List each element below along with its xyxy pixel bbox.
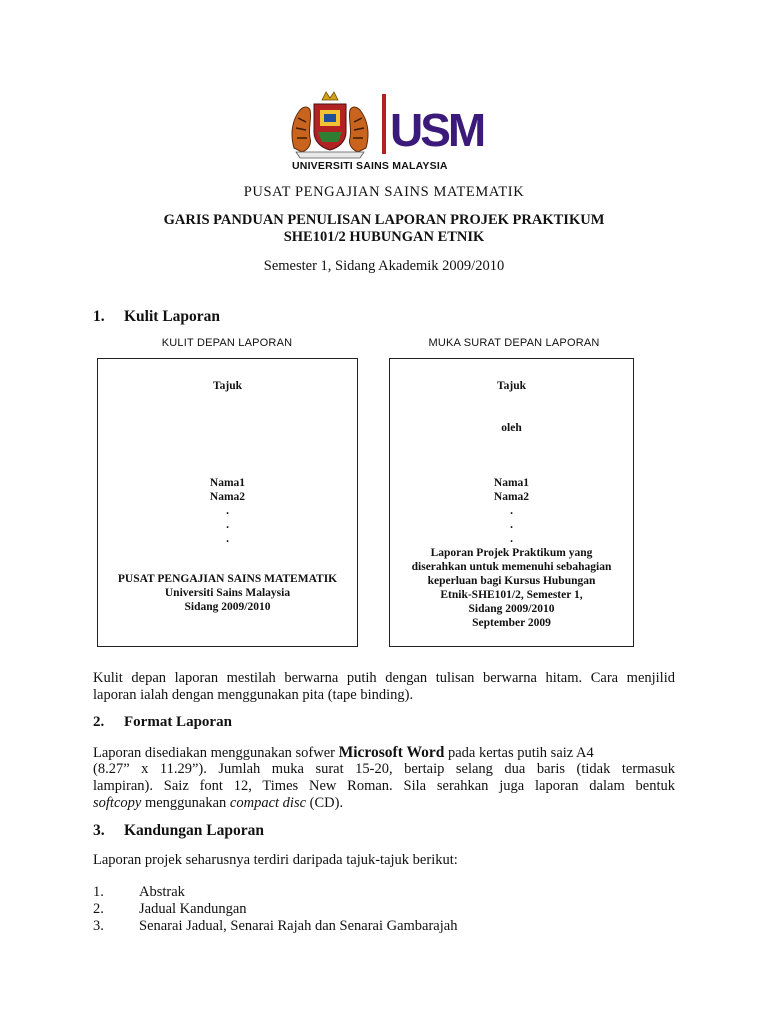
document-title-line2: SHE101/2 HUBUNGAN ETNIK: [283, 229, 485, 245]
semester-line: Semester 1, Sidang Akademik 2009/2010: [263, 258, 505, 274]
list-item-1-text: Abstrak: [139, 884, 185, 900]
left-box-label: KULIT DEPAN LAPORAN: [161, 337, 293, 349]
usm-wordmark-icon: [382, 94, 484, 156]
text-span: (CD).: [306, 795, 344, 811]
text-span: Laporan disediakan menggunakan sofwer: [93, 745, 339, 761]
section2-paragraph-line1: [93, 744, 675, 762]
cover-dot-2: .: [226, 519, 229, 531]
softcopy-italic: softcopy: [93, 795, 142, 811]
section2-heading: Format Laporan: [124, 714, 232, 730]
title-page-box: [389, 358, 634, 647]
list-item-1-number: 1.: [93, 884, 104, 900]
section1-paragraph-line2: laporan ialah dengan menggunakan pita (tape binding).: [93, 687, 414, 703]
title-page-name-2: Nama2: [493, 491, 530, 503]
svg-text:USM: USM: [390, 104, 484, 156]
cover-footer-2: Universiti Sains Malaysia: [164, 587, 291, 599]
title-page-name-1: Nama1: [493, 477, 530, 489]
title-page-dot-3: .: [510, 533, 513, 545]
document-title-line1: GARIS PANDUAN PENULISAN LAPORAN PROJEK PRAKTIKUM: [163, 212, 605, 228]
title-page-footer-2: diserahkan untuk memenuhi sebahagian: [411, 561, 612, 573]
cover-dot-3: .: [226, 533, 229, 545]
section1-paragraph-line1: Kulit depan laporan mestilah berwarna putih dengan tulisan berwarna hitam. Cara menjilid: [93, 670, 675, 686]
compact-disc-italic: compact disc: [229, 795, 307, 811]
cover-name-2: Nama2: [209, 491, 246, 503]
section2-number: 2.: [93, 714, 105, 730]
list-item-3-text: Senarai Jadual, Senarai Rajah dan Senarai Gambarajah: [139, 918, 458, 934]
section3-heading: Kandungan Laporan: [124, 822, 264, 839]
cover-dot-1: .: [226, 505, 229, 517]
title-page-dot-2: .: [510, 519, 513, 531]
right-box-label: MUKA SURAT DEPAN LAPORAN: [428, 337, 600, 349]
university-crest-icon: [288, 88, 372, 160]
title-page-dot-1: .: [510, 505, 513, 517]
title-page-footer-3: keperluan bagi Kursus Hubungan: [427, 575, 596, 587]
section3-number: 3.: [93, 822, 105, 839]
list-item-2-text: Jadual Kandungan: [139, 901, 247, 917]
section2-paragraph-line2: (8.27” x 11.29”). Jumlah muka surat 15-20, bertaip selang dua baris (tidak termasuk: [93, 761, 675, 777]
title-page-by: oleh: [501, 422, 522, 434]
university-name-text: UNIVERSITI SAINS MALAYSIA: [292, 160, 448, 172]
title-page-footer-6: September 2009: [472, 617, 551, 629]
cover-footer-1: PUSAT PENGAJIAN SAINS MATEMATIK: [117, 573, 338, 585]
text-span: pada kertas putih saiz A4: [444, 745, 594, 761]
title-page-title: Tajuk: [497, 380, 526, 392]
school-name: PUSAT PENGAJIAN SAINS MATEMATIK: [243, 184, 525, 200]
front-cover-box: [97, 358, 358, 647]
cover-name-1: Nama1: [209, 477, 246, 489]
cover-footer-3: Sidang 2009/2010: [184, 601, 271, 613]
section2-paragraph-line3: lampiran). Saiz font 12, Times New Roman. Sila serahkan juga laporan dalam bentuk: [93, 778, 675, 794]
section2-paragraph-line4: [93, 795, 675, 812]
cover-title: Tajuk: [213, 380, 242, 392]
list-item-3-number: 3.: [93, 918, 104, 934]
title-page-footer-1: Laporan Projek Praktikum yang: [430, 547, 593, 559]
title-page-footer-4: Etnik-SHE101/2, Semester 1,: [440, 589, 583, 601]
text-span: menggunakan: [141, 795, 230, 811]
list-item-2-number: 2.: [93, 901, 104, 917]
section3-intro: Laporan projek seharusnya terdiri daripada tajuk-tajuk berikut:: [93, 852, 458, 868]
title-page-footer-5: Sidang 2009/2010: [468, 603, 555, 615]
section1-number: 1.: [93, 308, 105, 325]
software-name: Microsoft Word: [338, 744, 445, 761]
university-logo: [284, 86, 484, 178]
section1-heading: Kulit Laporan: [124, 308, 221, 325]
